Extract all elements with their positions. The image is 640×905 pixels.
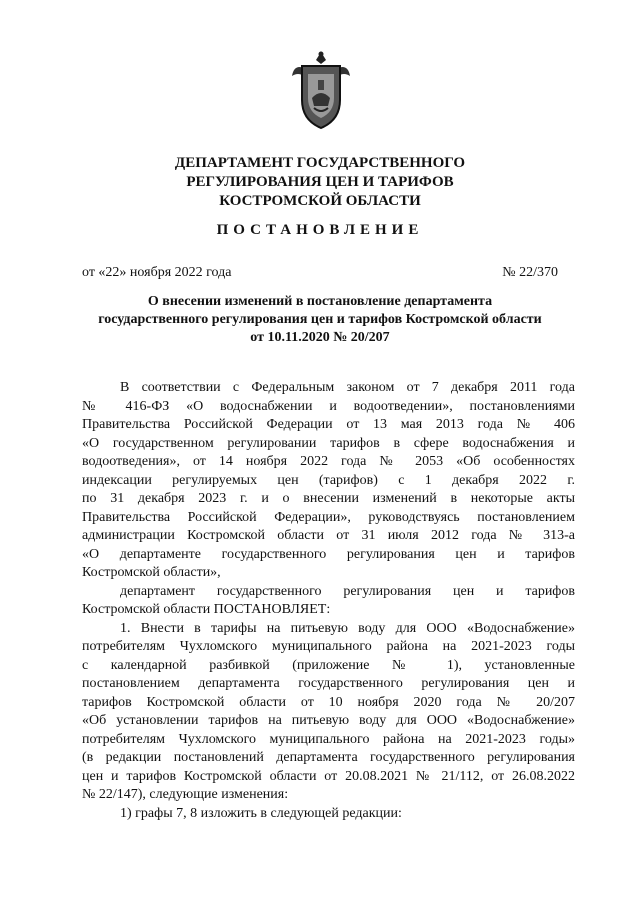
body-line: тарифов Костромской области от 10 ноября 2020 года № 20/207 <box>82 694 575 710</box>
document-date: от «22» ноября 2022 года <box>82 265 232 280</box>
document-number: № 22/370 <box>502 265 558 280</box>
body-line: «О государственном регулировании тарифов в сфере водоснабжения и <box>82 435 575 451</box>
document-title <box>60 293 580 347</box>
body-line: потребителям Чухломского муниципального района на 2021-2023 годы» <box>82 731 575 747</box>
title-line-3: от 10.11.2020 № 20/207 <box>250 330 390 345</box>
body-line: цен и тарифов Костромской области от 20.08.2021 № 21/112, от 26.08.2022 <box>82 768 575 784</box>
body-line: Правительства Российской Федерации», руководствуясь постановлением <box>82 509 575 525</box>
body-line: Костромской области ПОСТАНОВЛЯЕТ: <box>82 602 331 617</box>
body-line: с календарной разбивкой (приложение № 1), установленные <box>82 657 575 673</box>
body-line: (в редакции постановлений департамента государственного регулирования <box>82 750 575 765</box>
body-line: «Об установлении тарифов на питьевую воду для ООО «Водоснабжение» <box>82 713 575 728</box>
body-line: по 31 декабря 2023 г. и о внесении изменений в некоторые акты <box>82 491 575 506</box>
body-line: потребителям Чухломского муниципального района на 2021-2023 годы <box>82 639 575 654</box>
body-line: Правительства Российской Федерации от 13 мая 2013 года № 406 <box>82 417 575 432</box>
document-body <box>82 379 575 823</box>
body-line: № 416-ФЗ «О водоснабжении и водоотведении», постановлениями <box>82 398 575 414</box>
document-type-heading: ПОСТАНОВЛЕНИЕ <box>216 222 424 238</box>
title-line-2: государственного регулирования цен и тарифов Костромской области <box>98 312 542 327</box>
body-line: 1. Внести в тарифы на питьевую воду для ООО «Водоснабжение» <box>120 620 575 636</box>
body-line: постановлением департамента государственного регулирования цен и <box>82 676 575 691</box>
title-line-1: О внесении изменений в постановление департамента <box>147 294 493 309</box>
body-line: администрации Костромской области от 31 июля 2012 года № 313-а <box>82 528 575 543</box>
department-name-line-3: КОСТРОМСКОЙ ОБЛАСТИ <box>219 193 421 209</box>
body-line: № 22/147), следующие изменения: <box>82 787 289 802</box>
body-line: В соответствии с Федеральным законом от 7 декабря 2011 года <box>120 380 575 395</box>
body-line: Костромской области», <box>82 565 221 580</box>
body-line: 1) графы 7, 8 изложить в следующей редакции: <box>120 805 402 821</box>
body-line: «О департаменте государственного регулирования цен и тарифов <box>82 546 575 562</box>
department-name-line-1: ДЕПАРТАМЕНТ ГОСУДАРСТВЕННОГО <box>174 155 466 171</box>
body-line: индексации регулируемых цен (тарифов) с 1 декабря 2022 г. <box>82 472 575 488</box>
department-name-line-2: РЕГУЛИРОВАНИЯ ЦЕН И ТАРИФОВ <box>186 174 454 190</box>
body-line: департамент государственного регулирования цен и тарифов <box>120 583 575 599</box>
body-line: водоотведения», от 14 ноября 2022 года № 2053 «Об особенностях <box>82 454 575 469</box>
coat-of-arms-icon <box>290 50 352 130</box>
